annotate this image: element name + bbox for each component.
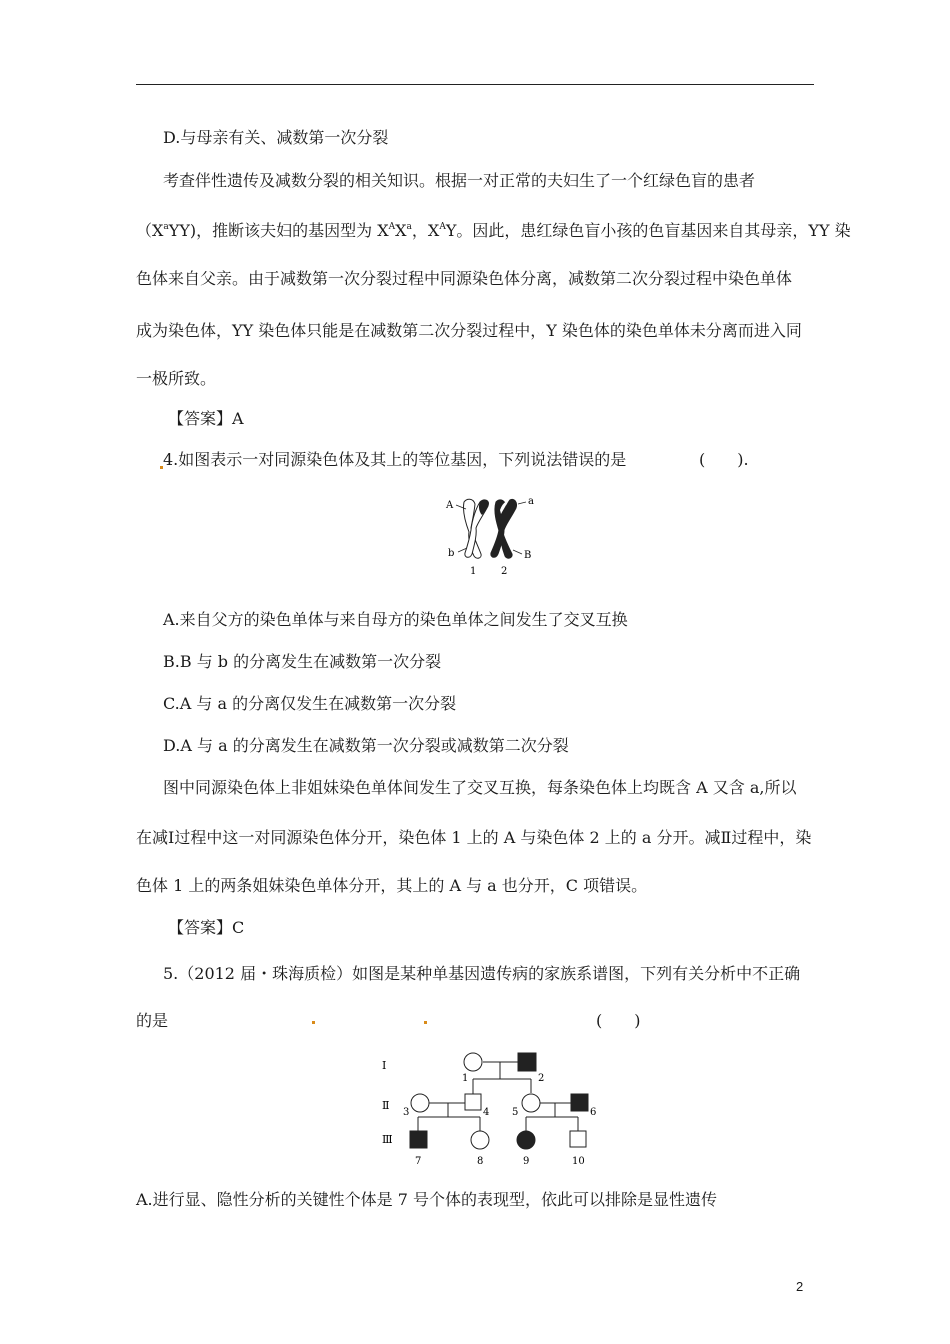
explanation-line-1: 考查伴性遗传及减数分裂的相关知识。根据一对正常的夫妇生了一个红绿色盲的患者 [163,171,756,190]
explanation-4-line-2: 在减Ⅰ过程中这一对同源染色体分开，染色体 1 上的 A 与染色体 2 上的 a 分开。减Ⅱ过程中，染 [136,828,812,847]
explanation-line-3: 色体来自父亲。由于减数第一次分裂过程中同源染色体分离，减数第二次分裂过程中染色单体 [136,269,793,288]
generation-III: Ⅲ [382,1133,393,1146]
label-1: 1 [462,1073,469,1084]
label-2: 2 [538,1073,545,1084]
explanation-4-line-1: 图中同源染色体上非姐妹染色单体间发生了交叉互换，每条染色体上均既含 A 又含 a,所以 [163,778,797,797]
answer-2: 【答案】C [168,918,245,937]
page-number: 2 [796,1279,804,1294]
question-5-paren: ( ) [596,1011,641,1030]
header-rule [136,84,814,85]
question-4-paren: ( ). [699,450,749,469]
label-4: 4 [483,1107,490,1118]
question-5-cont: 的是 [136,1011,169,1030]
question-4: 4.如图表示一对同源染色体及其上的等位基因，下列说法错误的是 [160,450,626,470]
pedigree-figure [376,1045,606,1171]
option-5a: A.进行显、隐性分析的关键性个体是 7 号个体的表现型，依此可以排除是显性遗传 [136,1190,717,1209]
label-a: a [528,496,534,507]
answer-1: 【答案】A [168,409,244,428]
chromosome-1 [463,499,488,558]
option-4b: B.B 与 b 的分离发生在减数第一次分裂 [163,652,442,671]
label-5: 5 [512,1107,519,1118]
explanation-line-5: 一极所致。 [136,369,217,388]
question-5: 5.（2012 届・珠海质检）如图是某种单基因遗传病的家族系谱图，下列有关分析中不正确 [163,964,801,983]
individual-2 [518,1053,536,1071]
label-6: 6 [590,1107,597,1118]
explanation-4-line-3: 色体 1 上的两条姐妹染色单体分开，其上的 A 与 a 也分开，C 项错误。 [136,876,648,895]
chromosome-2 [491,499,517,558]
individual-1 [464,1053,482,1071]
label-3: 3 [403,1107,410,1118]
individual-8 [471,1131,489,1149]
mark-dot [312,1021,315,1024]
individual-5 [522,1094,540,1112]
number-1: 1 [470,566,477,577]
individual-4 [465,1094,481,1110]
label-A: A [446,500,454,511]
option-4a: A.来自父方的染色单体与来自母方的染色单体之间发生了交叉互换 [163,610,628,629]
mark-dot [424,1021,427,1024]
generation-I: Ⅰ [382,1059,387,1072]
label-b: b [448,548,455,559]
label-7: 7 [415,1156,422,1167]
individual-3 [411,1094,429,1112]
generation-II: Ⅱ [382,1099,390,1112]
number-2: 2 [501,566,508,577]
label-8: 8 [477,1156,484,1167]
label-10: 10 [572,1156,585,1167]
individual-7 [410,1131,427,1148]
individual-9 [517,1131,535,1149]
explanation-line-4: 成为染色体，YY 染色体只能是在减数第二次分裂过程中，Y 染色体的染色单体未分离而进入同 [136,321,802,340]
option-d-prev: D.与母亲有关、减数第一次分裂 [163,128,389,147]
option-4d: D.A 与 a 的分离发生在减数第一次分裂或减数第二次分裂 [163,736,569,755]
chromosome-figure [440,492,540,582]
label-B: B [524,550,532,561]
label-9: 9 [523,1156,530,1167]
individual-6 [571,1094,588,1111]
explanation-line-2: $(X^aYY)$，推断该夫妇的基因型为 $X^AX^a$，$X^AY$。因此，患红绿色盲小孩的色盲基因来自其母亲，YY 染 [136,221,851,240]
individual-10 [570,1131,586,1147]
option-4c: C.A 与 a 的分离仅发生在减数第一次分裂 [163,694,457,713]
